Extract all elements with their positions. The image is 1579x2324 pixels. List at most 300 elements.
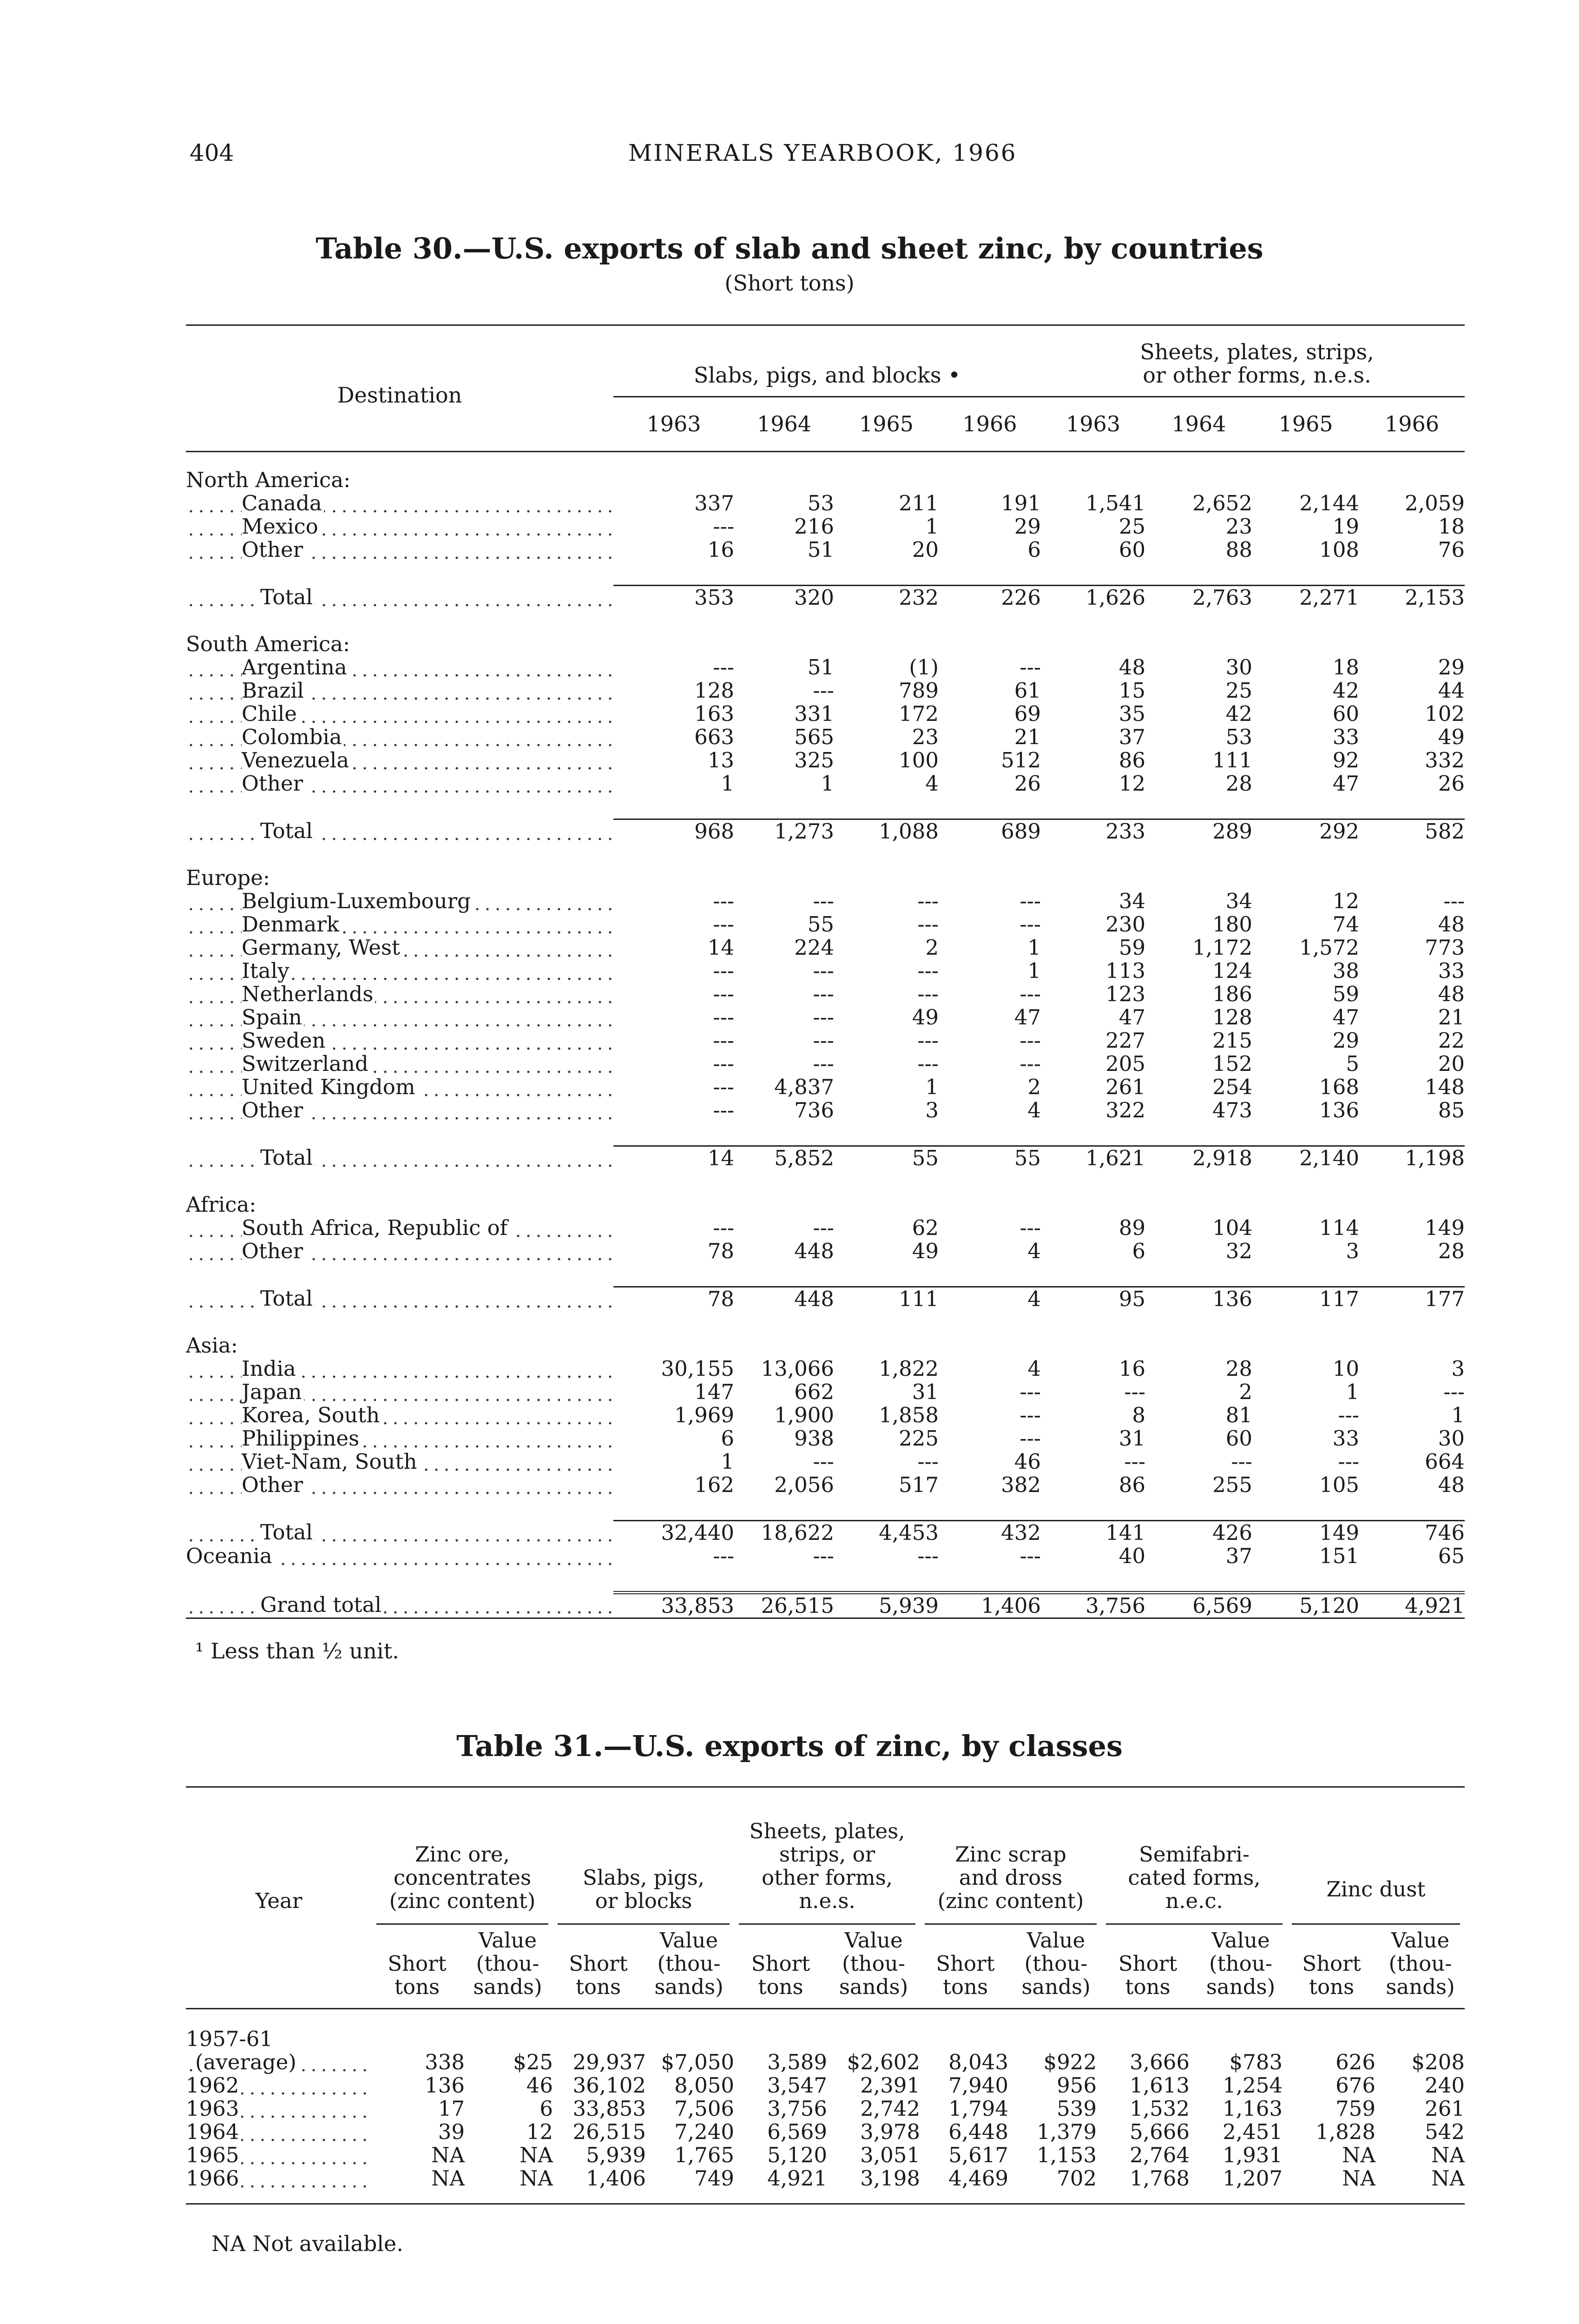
cell-value: --- [813, 1545, 834, 1568]
cell-value: 1 [1027, 959, 1041, 983]
cell-value: 61 [1014, 679, 1041, 702]
table31-value-header: (thou- [1388, 1951, 1452, 1976]
table30-spacer-row [186, 1170, 1465, 1193]
cell-value: 1,626 [1041, 586, 1145, 610]
cell-value: --- [813, 1450, 834, 1473]
row-label: Chile [242, 702, 299, 726]
table31-bottom-rule [186, 2203, 1465, 2205]
cell-value: 2,271 [1252, 586, 1359, 610]
cell-value: 2,056 [774, 1473, 834, 1497]
table30-year-header: 1966 [962, 411, 1017, 436]
row-label: Other [242, 538, 305, 561]
cell-value: 3,666 [1130, 2051, 1190, 2074]
row-label: Other [242, 1473, 305, 1497]
cell-value: 123 [1105, 983, 1145, 1006]
cell-value: 1 [821, 772, 834, 795]
cell-value: 33 [1438, 959, 1465, 983]
cell-value: 582 [1359, 819, 1465, 844]
row-label: Venezuela [242, 749, 351, 772]
cell-value: 102 [1425, 702, 1465, 726]
cell-value: 47 [1332, 1006, 1359, 1029]
table30-spacer-row [186, 843, 1465, 866]
cell-value: 46 [526, 2074, 553, 2097]
cell-value: 4 [1027, 1240, 1041, 1263]
table31-short-tons-header: Short [569, 1951, 628, 1976]
table31-group-header: n.e.s. [799, 1888, 855, 1913]
cell-value: 227 [1105, 1029, 1145, 1052]
cell-value: 225 [899, 1427, 939, 1450]
cell-value: 473 [1212, 1099, 1252, 1122]
cell-value: 28 [1225, 772, 1252, 795]
table30-row [186, 1427, 1465, 1450]
cell-value: 32 [1225, 1240, 1252, 1263]
cell-value: NA [431, 2167, 465, 2190]
table31-value-header: Value [844, 1928, 903, 1953]
cell-value: 4,921 [767, 2167, 827, 2190]
cell-value: 85 [1438, 1099, 1465, 1122]
cell-value: --- [1020, 1545, 1041, 1568]
row-label: Netherlands [242, 983, 375, 1006]
table31-value-header: Value [1391, 1928, 1450, 1953]
cell-value: 2,764 [1130, 2144, 1190, 2167]
cell-value: 662 [794, 1380, 834, 1404]
cell-value: 7,940 [948, 2074, 1008, 2097]
cell-value: 448 [734, 1287, 834, 1311]
cell-value: 51 [807, 538, 834, 561]
cell-value: 36,102 [572, 2074, 646, 2097]
cell-value: 149 [1425, 1216, 1465, 1240]
table31-group-rule [558, 1923, 730, 1925]
cell-value: 111 [834, 1287, 939, 1311]
cell-value: 95 [1041, 1287, 1145, 1311]
cell-value: 3,756 [1041, 1593, 1145, 1618]
cell-value [372, 2027, 465, 2051]
cell-value: 4,837 [774, 1076, 834, 1099]
cell-value: 749 [694, 2167, 734, 2190]
cell-value: --- [1020, 913, 1041, 936]
cell-value: --- [1124, 1380, 1145, 1404]
cell-value: 191 [1001, 492, 1041, 515]
cell-value: 689 [939, 819, 1041, 844]
cell-value: 141 [1041, 1521, 1145, 1545]
cell-value: 22 [1438, 1029, 1465, 1052]
row-label: Brazil [242, 679, 306, 702]
table31-value-header: (thou- [1024, 1951, 1088, 1976]
cell-value: 26 [1438, 772, 1465, 795]
cell-value: 1,406 [586, 2167, 646, 2190]
row-label: Belgium-Luxembourg [242, 890, 473, 913]
cell-value: 28 [1438, 1240, 1465, 1263]
cell-value: 1,828 [1316, 2120, 1375, 2144]
table30-year-header: 1964 [1171, 411, 1226, 436]
row-label: Viet-Nam, South [242, 1450, 419, 1473]
cell-value: 1 [925, 515, 939, 538]
table30-row [186, 936, 1465, 959]
table31-short-tons-header: tons [942, 1974, 988, 1999]
cell-value: --- [1020, 1427, 1041, 1450]
cell-value: --- [1020, 1029, 1041, 1052]
cell-value: --- [813, 679, 834, 702]
cell-value [553, 2027, 646, 2051]
row-label: Philippines [242, 1427, 361, 1450]
cell-value: 5,617 [948, 2144, 1008, 2167]
table31-group-header: n.e.c. [1165, 1888, 1223, 1913]
cell-value: 104 [1212, 1216, 1252, 1240]
cell-value: --- [917, 959, 939, 983]
table30-subtitle: (Short tons) [724, 271, 855, 296]
cell-value: 1,969 [674, 1404, 734, 1427]
cell-value: 4 [1027, 1357, 1041, 1380]
table30-spacer-row [186, 1568, 1465, 1593]
cell-value: 33,853 [613, 1593, 734, 1618]
cell-value: 19 [1332, 515, 1359, 538]
cell-value: 23 [912, 726, 939, 749]
cell-value: --- [713, 1545, 734, 1568]
table30-row [186, 1076, 1465, 1099]
cell-value: --- [1443, 890, 1465, 913]
cell-value: 4 [925, 772, 939, 795]
cell-value: --- [1338, 1404, 1359, 1427]
cell-value: 25 [1118, 515, 1145, 538]
cell-value: 30 [1438, 1427, 1465, 1450]
cell-value: 1,379 [1037, 2120, 1097, 2144]
cell-value: NA [1431, 2167, 1465, 2190]
table30-region-row [186, 469, 1465, 492]
cell-value: 152 [1212, 1052, 1252, 1076]
table31-group-header: Zinc dust [1326, 1877, 1426, 1901]
table30-row [186, 1099, 1465, 1122]
table31-group-header: (zinc content) [389, 1888, 536, 1913]
cell-value: 78 [707, 1240, 734, 1263]
table30-region-row [186, 866, 1465, 890]
cell-value: NA [520, 2144, 553, 2167]
table31-short-tons-header: Short [1118, 1951, 1178, 1976]
cell-value: 1,858 [879, 1404, 939, 1427]
cell-value: 113 [1105, 959, 1145, 983]
table30-row [186, 959, 1465, 983]
cell-value: 48 [1118, 656, 1145, 679]
cell-value: 759 [1336, 2097, 1375, 2120]
cell-value: 20 [912, 538, 939, 561]
table31-group-header: Semifabri- [1139, 1842, 1250, 1867]
cell-value: 29 [1438, 656, 1465, 679]
cell-value: 30,155 [661, 1357, 734, 1380]
cell-value: 2,918 [1145, 1146, 1252, 1170]
table31-short-tons-header: tons [758, 1974, 803, 1999]
cell-value: 3,547 [767, 2074, 827, 2097]
cell-value: $25 [513, 2051, 553, 2074]
cell-value: 48 [1438, 913, 1465, 936]
table31-group-rule [739, 1923, 915, 1925]
cell-value: $208 [1411, 2051, 1465, 2074]
cell-value: 517 [899, 1473, 939, 1497]
cell-value: 789 [899, 679, 939, 702]
cell-value: 2,763 [1145, 586, 1252, 610]
cell-value: NA [1342, 2167, 1375, 2190]
cell-value: 172 [899, 702, 939, 726]
cell-value: 47 [1014, 1006, 1041, 1029]
table30-region-row [186, 1193, 1465, 1216]
cell-value: 33 [1332, 1427, 1359, 1450]
table31-short-tons-header: Short [936, 1951, 995, 1976]
cell-value: 33 [1332, 726, 1359, 749]
table31-group-header: or blocks [595, 1888, 692, 1913]
cell-value: 3 [1346, 1240, 1359, 1263]
cell-value: 2,140 [1252, 1146, 1359, 1170]
table30-row [186, 913, 1465, 936]
cell-value: 55 [834, 1146, 939, 1170]
year-label: 1965 [186, 2144, 241, 2167]
cell-value: 512 [1001, 749, 1041, 772]
cell-value: --- [1020, 983, 1041, 1006]
cell-value: 1,768 [1130, 2167, 1190, 2190]
cell-value: $7,050 [661, 2051, 734, 2074]
table31-group-rule [1292, 1923, 1460, 1925]
row-label: Total [260, 586, 315, 610]
cell-value: 664 [1425, 1450, 1465, 1473]
cell-value: 69 [1014, 702, 1041, 726]
cell-value: --- [917, 1052, 939, 1076]
table31-value-header: (thou- [657, 1951, 721, 1976]
row-label: Sweden [242, 1029, 327, 1052]
cell-value: 31 [912, 1380, 939, 1404]
cell-value: 1,613 [1130, 2074, 1190, 2097]
cell-value: 162 [694, 1473, 734, 1497]
cell-value: 746 [1359, 1521, 1465, 1545]
table30-total-row [186, 1146, 1465, 1170]
cell-value [1375, 2027, 1465, 2051]
cell-value: --- [713, 959, 734, 983]
cell-value: 5,939 [586, 2144, 646, 2167]
table30-region-row [186, 1334, 1465, 1357]
cell-value: NA [431, 2144, 465, 2167]
cell-value: 5,120 [1252, 1593, 1359, 1618]
cell-value: 168 [1319, 1076, 1359, 1099]
cell-value: 4,921 [1359, 1593, 1465, 1618]
cell-value: 1,406 [939, 1593, 1041, 1618]
table30-header-rule [186, 451, 1465, 452]
row-label: Oceania [186, 1545, 274, 1568]
table30-year-header: 1963 [646, 411, 701, 436]
cell-value: 23 [1225, 515, 1252, 538]
cell-value: 1,163 [1223, 2097, 1283, 2120]
cell-value: 3,978 [860, 2120, 920, 2144]
cell-value: 18 [1332, 656, 1359, 679]
table31-footnote: NA Not available. [211, 2231, 403, 2256]
cell-value: 136 [1319, 1099, 1359, 1122]
row-label: Total [260, 1146, 315, 1170]
cell-value: 18,622 [734, 1521, 834, 1545]
cell-value: 1,153 [1037, 2144, 1097, 2167]
cell-value: 16 [1118, 1357, 1145, 1380]
cell-value: 1,822 [879, 1357, 939, 1380]
cell-value: 60 [1118, 538, 1145, 561]
row-label: Argentina [242, 656, 349, 679]
cell-value: --- [917, 1545, 939, 1568]
row-label: Other [242, 1099, 305, 1122]
region-label: South America: [186, 633, 350, 656]
table31-short-tons-header: tons [575, 1974, 621, 1999]
table31-group-header: cated forms, [1128, 1865, 1261, 1890]
table30-region-row [186, 633, 1465, 656]
cell-value: --- [713, 983, 734, 1006]
cell-value: 49 [912, 1006, 939, 1029]
table30-row [186, 1357, 1465, 1380]
table30-row [186, 656, 1465, 679]
cell-value: 6 [1027, 538, 1041, 561]
cell-value: 216 [794, 515, 834, 538]
table30-year-header: 1964 [757, 411, 812, 436]
table31-group-rule [1106, 1923, 1283, 1925]
cell-value: 42 [1225, 702, 1252, 726]
table30-row [186, 983, 1465, 1006]
cell-value: 59 [1332, 983, 1359, 1006]
cell-value: 5,120 [767, 2144, 827, 2167]
region-label: North America: [186, 469, 351, 492]
cell-value: 86 [1118, 749, 1145, 772]
table30-row [186, 702, 1465, 726]
cell-value: 17 [438, 2097, 465, 2120]
year-label: 1963 [186, 2097, 241, 2120]
cell-value: 2 [1027, 1076, 1041, 1099]
cell-value: 773 [1425, 936, 1465, 959]
cell-value: 37 [1225, 1545, 1252, 1568]
cell-value: 111 [1212, 749, 1252, 772]
cell-value: 1,541 [1086, 492, 1145, 515]
cell-value: 676 [1336, 2074, 1375, 2097]
cell-value: --- [713, 1076, 734, 1099]
cell-value: 34 [1225, 890, 1252, 913]
cell-value: --- [713, 1216, 734, 1240]
cell-value: 338 [425, 2051, 465, 2074]
cell-value: 33,853 [572, 2097, 646, 2120]
year-label: 1964 [186, 2120, 241, 2144]
row-label: United Kingdom [242, 1076, 417, 1099]
cell-value: 1,572 [1299, 936, 1359, 959]
table30-group-slabs: Slabs, pigs, and blocks • [693, 363, 961, 388]
cell-value: --- [713, 515, 734, 538]
cell-value: 6,569 [767, 2120, 827, 2144]
cell-value: 205 [1105, 1052, 1145, 1076]
cell-value: --- [713, 1006, 734, 1029]
cell-value: 261 [1425, 2097, 1465, 2120]
cell-value: 331 [794, 702, 834, 726]
cell-value: NA [1342, 2144, 1375, 2167]
table31 [186, 2027, 1465, 2190]
cell-value: 42 [1332, 679, 1359, 702]
table31-row [186, 2167, 1465, 2190]
table30-year-header: 1965 [1278, 411, 1333, 436]
cell-value: 31 [1118, 1427, 1145, 1450]
table30-group-rule [613, 396, 1465, 397]
cell-value: 55 [807, 913, 834, 936]
row-label: India [242, 1357, 298, 1380]
table31-row [186, 2120, 1465, 2144]
cell-value: 226 [939, 586, 1041, 610]
cell-value: 89 [1118, 1216, 1145, 1240]
cell-value: 20 [1438, 1052, 1465, 1076]
cell-value: --- [917, 913, 939, 936]
cell-value: (1) [909, 656, 939, 679]
table31-group-header: Zinc ore, [415, 1842, 510, 1867]
table30-footnote: ¹ Less than ½ unit. [195, 1638, 399, 1664]
table30-row [186, 538, 1465, 561]
cell-value: --- [917, 1029, 939, 1052]
cell-value: 3 [925, 1099, 939, 1122]
cell-value: --- [917, 890, 939, 913]
cell-value: 105 [1319, 1473, 1359, 1497]
cell-value: 147 [694, 1380, 734, 1404]
cell-value: 180 [1212, 913, 1252, 936]
table31-value-header: Value [659, 1928, 718, 1953]
row-label: Total [260, 1521, 315, 1545]
cell-value: 12 [526, 2120, 553, 2144]
cell-value: 34 [1118, 890, 1145, 913]
cell-value: 4 [1027, 1099, 1041, 1122]
cell-value: --- [813, 1006, 834, 1029]
cell-value: 4,453 [834, 1521, 939, 1545]
cell-value: 35 [1118, 702, 1145, 726]
cell-value: 1,765 [674, 2144, 734, 2167]
cell-value: --- [1020, 1380, 1041, 1404]
cell-value: 151 [1319, 1545, 1359, 1568]
table31-title: Table 31.—U.S. exports of zinc, by classes [456, 1729, 1123, 1763]
cell-value: --- [713, 1052, 734, 1076]
cell-value: 48 [1438, 983, 1465, 1006]
cell-value: --- [1020, 1216, 1041, 1240]
cell-value: 7,240 [674, 2120, 734, 2144]
cell-value: 2,652 [1192, 492, 1252, 515]
cell-value: 108 [1319, 538, 1359, 561]
cell-value: 148 [1425, 1076, 1465, 1099]
table30-top-rule [186, 324, 1465, 326]
cell-value: 8,050 [674, 2074, 734, 2097]
table31-short-tons-header: Short [751, 1951, 810, 1976]
table30-spacer-row [186, 609, 1465, 633]
table31-short-tons-header: tons [1309, 1974, 1355, 1999]
cell-value: --- [1124, 1450, 1145, 1473]
cell-value: 956 [1057, 2074, 1097, 2097]
table31-group-header: and dross [959, 1865, 1063, 1890]
cell-value: 261 [1105, 1076, 1145, 1099]
table30-row [186, 1240, 1465, 1263]
table30-row [186, 1545, 1465, 1568]
cell-value: --- [713, 656, 734, 679]
row-label: South Africa, Republic of [242, 1216, 509, 1240]
cell-value: 47 [1332, 772, 1359, 795]
cell-value: 5,852 [734, 1146, 834, 1170]
cell-value: 8 [1132, 1404, 1145, 1427]
cell-value: 432 [939, 1521, 1041, 1545]
cell-value: 702 [1057, 2167, 1097, 2190]
table31-top-rule [186, 1786, 1465, 1788]
cell-value: 10 [1332, 1357, 1359, 1380]
table30-row [186, 1029, 1465, 1052]
row-label: Spain [242, 1006, 304, 1029]
cell-value: 14 [707, 936, 734, 959]
cell-value: 186 [1212, 983, 1252, 1006]
cell-value: 65 [1438, 1545, 1465, 1568]
cell-value: 37 [1118, 726, 1145, 749]
cell-value: 114 [1319, 1216, 1359, 1240]
cell-value: 28 [1225, 1357, 1252, 1380]
cell-value: 53 [1225, 726, 1252, 749]
cell-value: 40 [1118, 1545, 1145, 1568]
cell-value: 6 [539, 2097, 553, 2120]
table31-value-header: Value [1026, 1928, 1086, 1953]
cell-value: 6,448 [948, 2120, 1008, 2144]
cell-value: 21 [1438, 1006, 1465, 1029]
